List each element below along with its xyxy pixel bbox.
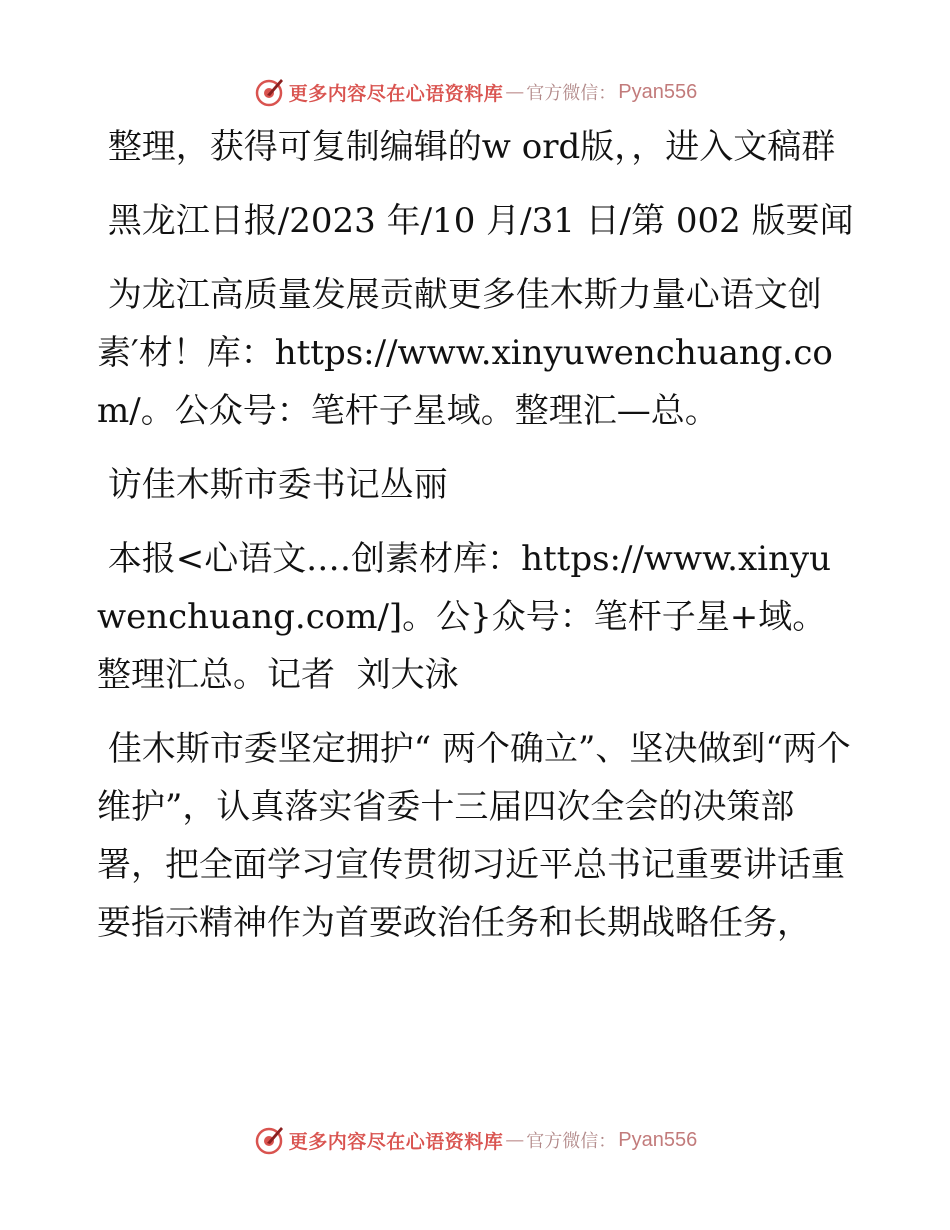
paragraph: 佳木斯市委坚定拥护“ 两个确立”、坚决做到“两个维护”，认真落实省委十三届四次全会的决策部署，把全面学习宣传贯彻习近平总书记重要讲话重要指示精神作为首要政治任务和长期战略任务， <box>97 729 851 943</box>
banner-official-label: 官方微信： <box>526 83 617 104</box>
paragraph: 整理，获得可复制编辑的w ord版，，进入文稿群 <box>97 127 836 167</box>
paragraph: 访佳木斯市委书记丛丽 <box>97 465 448 505</box>
quill-pen-logo-icon <box>253 76 285 108</box>
paragraph: 为龙江高质量发展贡献更多佳木斯力量心语文创素′材！库：https://www.xinyuwenchuang.com/。公众号：笔杆子星域。整理汇—总。 <box>97 275 833 431</box>
header-banner <box>0 70 950 114</box>
paragraph: 黑龙江日报/2023 年/10 月/31 日/第 002 版要闻 <box>97 201 854 241</box>
banner-wechat-id: Pyan556 <box>618 80 698 103</box>
banner-separator: — <box>505 81 525 103</box>
quill-pen-logo-icon <box>253 1124 285 1156</box>
footer-banner <box>0 1118 950 1162</box>
banner-text: 更多内容尽在心语资料库 <box>288 82 504 105</box>
banner-text: 更多内容尽在心语资料库 <box>288 1130 504 1153</box>
banner-official-label: 官方微信： <box>526 1131 617 1152</box>
document-body <box>97 118 857 968</box>
banner-wechat-id: Pyan556 <box>618 1128 698 1151</box>
paragraph: 本报<心语文.…创素材库：https://www.xinyuwenchuang.com/]。公}众号：笔杆子星+域。整理汇总。记者 刘大泳 <box>97 539 832 695</box>
banner-separator: — <box>505 1129 525 1151</box>
